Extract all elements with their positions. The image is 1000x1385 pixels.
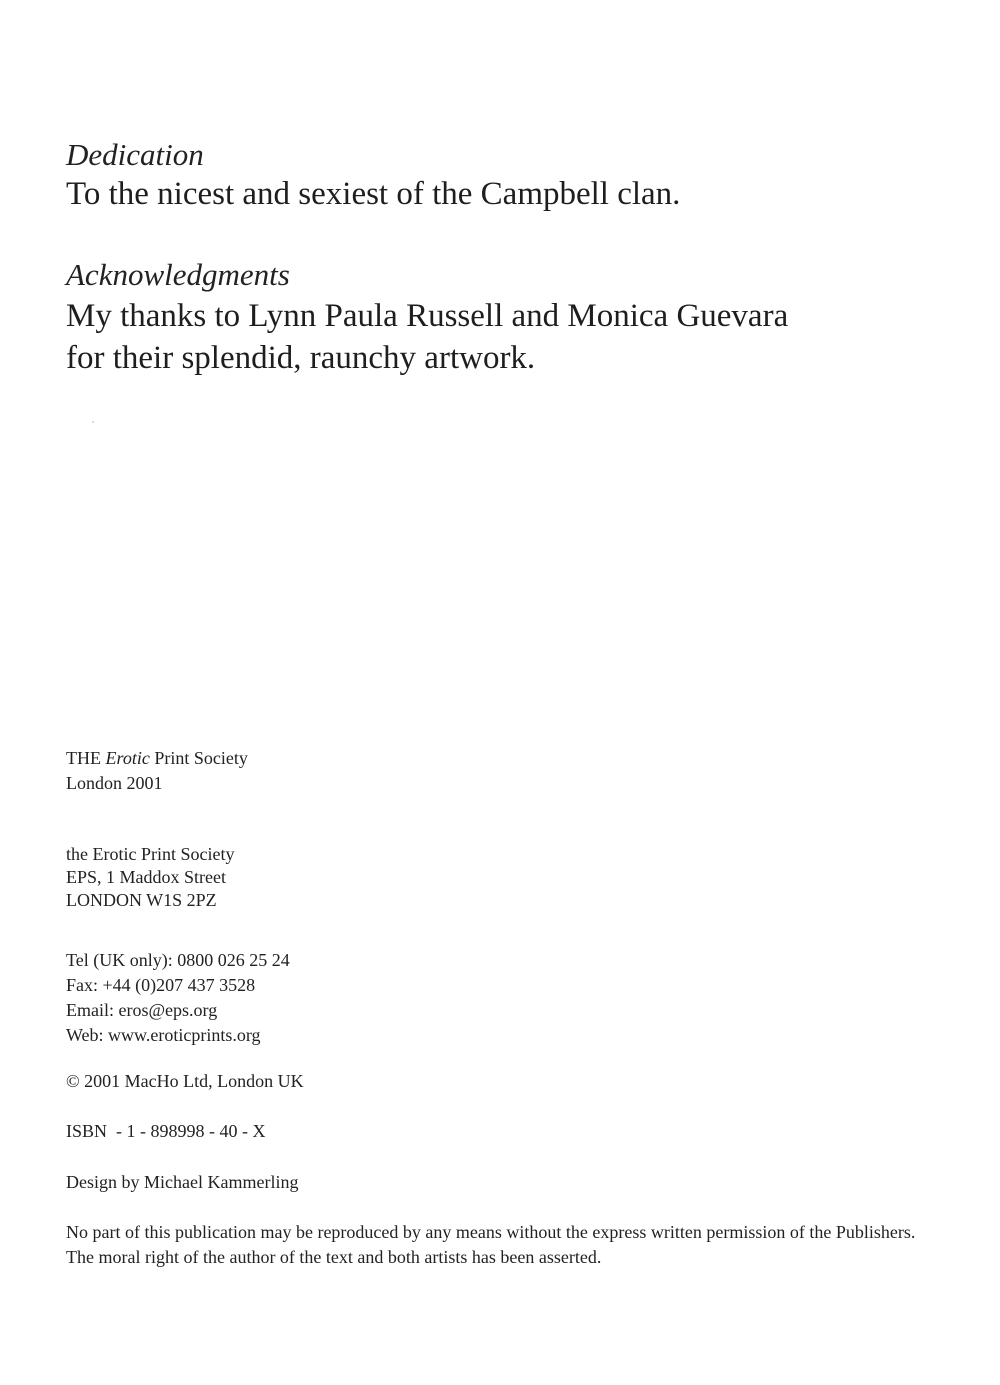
- publisher-name-prefix: THE: [66, 748, 101, 768]
- acknowledgments-heading: Acknowledgments: [66, 257, 290, 292]
- acknowledgments-line-1: My thanks to Lynn Paula Russell and Monica Guevara: [66, 298, 789, 334]
- isbn-line: ISBN - 1 - 898998 - 40 - X: [66, 1121, 266, 1141]
- dedication-text: To the nicest and sexiest of the Campbell clan.: [66, 176, 681, 212]
- publisher-name-italic: Erotic: [105, 748, 150, 768]
- publisher-name: [66, 746, 248, 770]
- dedication-heading: Dedication: [66, 137, 204, 172]
- copyright-line: © 2001 MacHo Ltd, London UK: [66, 1071, 304, 1091]
- address-line-2: EPS, 1 Maddox Street: [66, 867, 226, 887]
- paper-speck: [92, 421, 94, 423]
- address-line-3: LONDON W1S 2PZ: [66, 890, 217, 910]
- publisher-place-year: London 2001: [66, 773, 163, 793]
- address-line-1: the Erotic Print Society: [66, 844, 235, 864]
- contact-web: Web: www.eroticprints.org: [66, 1025, 261, 1045]
- rights-notice: No part of this publication may be reproduced by any means without the express written permission of the Publishers. The moral right of the author of the text and both artists has been asserted.: [66, 1222, 916, 1267]
- design-credit: Design by Michael Kammerling: [66, 1172, 299, 1192]
- contact-tel: Tel (UK only): 0800 026 25 24: [66, 950, 290, 970]
- contact-fax: Fax: +44 (0)207 437 3528: [66, 975, 256, 995]
- publisher-name-suffix: Print Society: [154, 748, 248, 768]
- acknowledgments-line-2: for their splendid, raunchy artwork.: [66, 340, 536, 376]
- contact-email: Email: eros@eps.org: [66, 1000, 218, 1020]
